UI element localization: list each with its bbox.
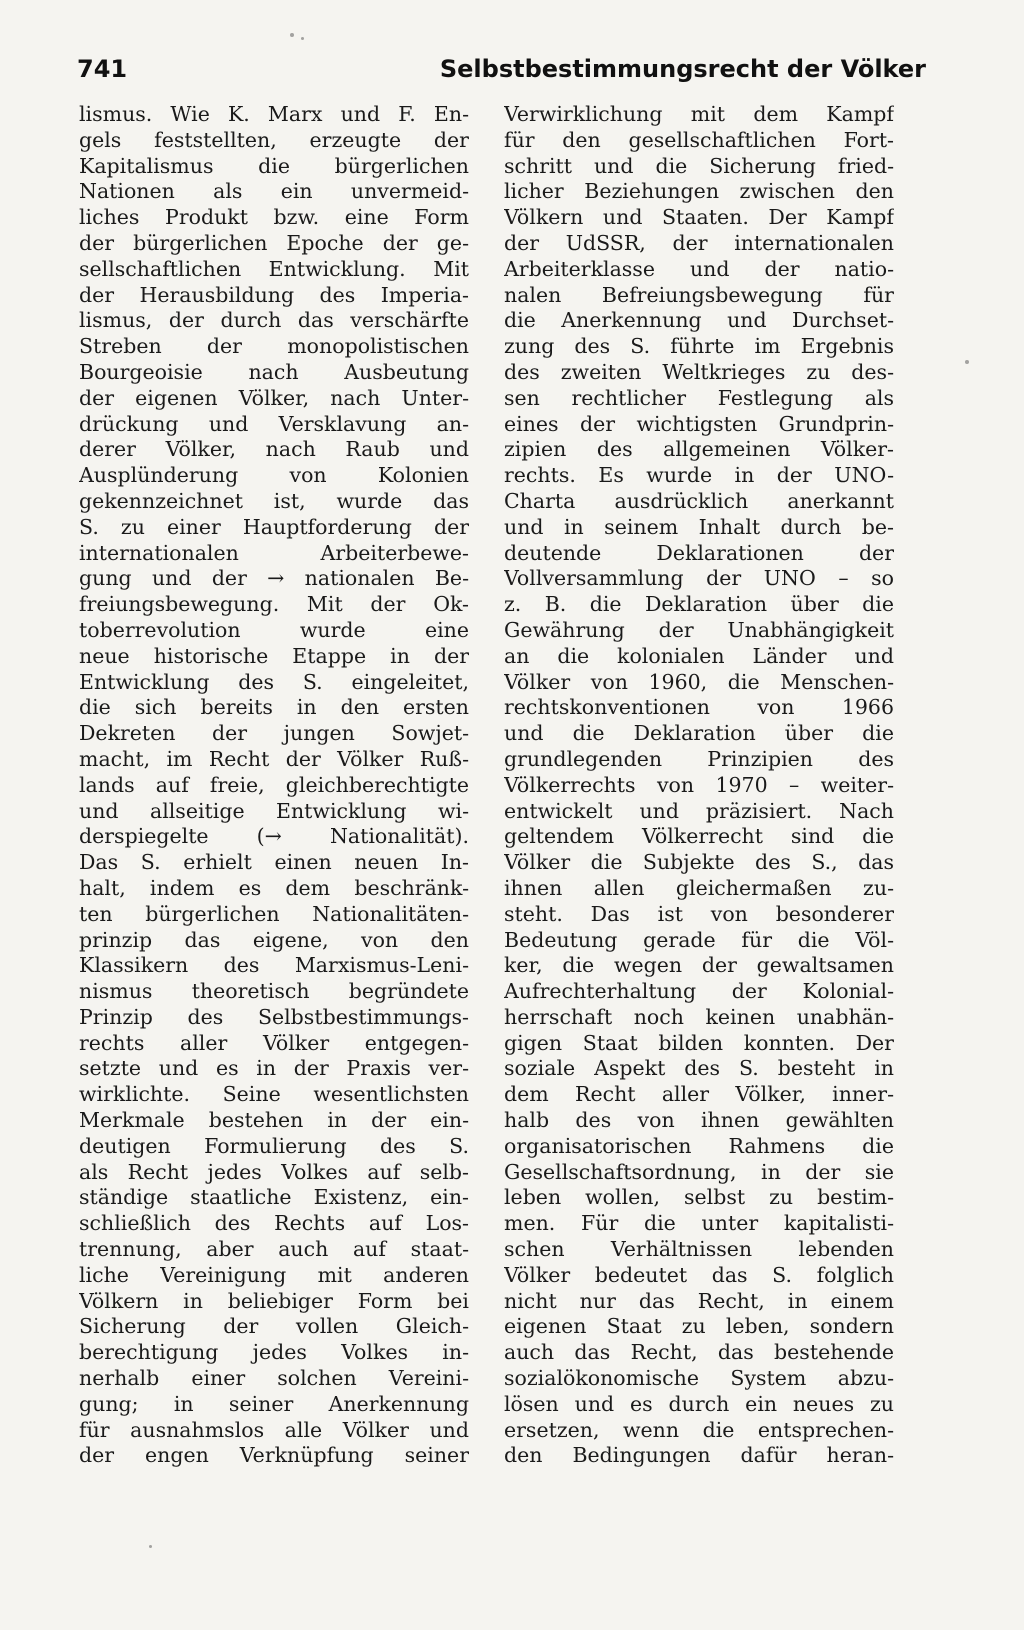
right-text-line: z. B. die Deklaration über die: [504, 592, 894, 617]
right-text-line: nicht nur das Recht, in einem: [504, 1288, 894, 1313]
left-text-line: neue historische Etappe in der: [79, 643, 469, 668]
right-text-line: den Bedingungen dafür heran-: [504, 1443, 894, 1468]
right-text-line: lösen und es durch ein neues zu: [504, 1391, 894, 1416]
right-text-line: leben wollen, selbst zu bestim-: [504, 1185, 894, 1210]
right-text-line: schritt und die Sicherung fried-: [504, 153, 894, 178]
right-text-line: deutende Deklarationen der: [504, 540, 894, 565]
running-head: Selbstbestimmungsrecht der Völker: [439, 55, 926, 83]
left-text-line: gels feststellten, erzeugte der: [79, 127, 469, 152]
right-text-line: die Anerkennung und Durchset-: [504, 308, 894, 333]
left-text-line: Nationen als ein unvermeid-: [79, 179, 469, 204]
left-text-line: ten bürgerlichen Nationalitäten-: [79, 901, 469, 926]
left-text-line: Prinzip des Selbstbestimmungs-: [79, 1004, 469, 1029]
left-text-line: rechts aller Völker entgegen-: [79, 1030, 469, 1055]
page-number: 741: [77, 55, 128, 83]
right-text-column: [504, 102, 894, 1469]
left-text-line: Entwicklung des S. eingeleitet,: [79, 669, 469, 694]
paper-speck: [290, 33, 294, 37]
left-text-line: setzte und es in der Praxis ver-: [79, 1056, 469, 1081]
left-text-line: Kapitalismus die bürgerlichen: [79, 153, 469, 178]
right-text-line: licher Beziehungen zwischen den: [504, 179, 894, 204]
left-text-line: gung; in seiner Anerkennung: [79, 1391, 469, 1416]
right-text-line: und in seinem Inhalt durch be-: [504, 514, 894, 539]
left-text-line: schließlich des Rechts auf Los-: [79, 1211, 469, 1236]
right-text-line: ker, die wegen der gewaltsamen: [504, 953, 894, 978]
right-text-line: nalen Befreiungsbewegung für: [504, 282, 894, 307]
right-text-line: Völker bedeutet das S. folglich: [504, 1262, 894, 1287]
left-text-line: für ausnahmslos alle Völker und: [79, 1417, 469, 1442]
left-text-line: lismus. Wie K. Marx und F. En-: [79, 102, 469, 126]
left-text-line: Merkmale bestehen in der ein-: [79, 1108, 469, 1133]
right-text-line: für den gesellschaftlichen Fort-: [504, 127, 894, 152]
left-text-line: Klassikern des Marxismus-Leni-: [79, 953, 469, 978]
left-text-line: Streben der monopolistischen: [79, 334, 469, 359]
left-text-line: die sich bereits in den ersten: [79, 695, 469, 720]
right-text-line: eines der wichtigsten Grundprin-: [504, 411, 894, 436]
paper-speck: [301, 37, 304, 40]
right-text-line: sozialökonomische System abzu-: [504, 1366, 894, 1391]
left-text-line: Dekreten der jungen Sowjet-: [79, 721, 469, 746]
left-text-line: drückung und Versklavung an-: [79, 411, 469, 436]
paper-speck: [965, 360, 969, 364]
right-text-line: eigenen Staat zu leben, sondern: [504, 1314, 894, 1339]
left-text-line: S. zu einer Hauptforderung der: [79, 514, 469, 539]
left-text-line: liches Produkt bzw. eine Form: [79, 205, 469, 230]
page-header: [77, 50, 926, 88]
left-text-line-cross-reference: freiungsbewegung. Mit der Ok-: [79, 592, 469, 617]
right-text-line: rechtskonventionen von 1966: [504, 695, 894, 720]
left-text-line: lismus, der durch das verschärfte: [79, 308, 469, 333]
left-text-line: Sicherung der vollen Gleich-: [79, 1314, 469, 1339]
left-text-line: prinzip das eigene, von den: [79, 927, 469, 952]
right-text-line: Völkerrechts von 1970 – weiter-: [504, 772, 894, 797]
left-text-line: trennung, aber auch auf staat-: [79, 1237, 469, 1262]
right-text-line: Vollversammlung der UNO – so: [504, 566, 894, 591]
left-text-line-cross-reference: gung und der → nationalen Be-: [79, 566, 469, 591]
left-text-line: berechtigung jedes Volkes in-: [79, 1340, 469, 1365]
left-text-line: macht, im Recht der Völker Ruß-: [79, 746, 469, 771]
right-text-line: geltendem Völkerrecht sind die: [504, 824, 894, 849]
left-text-line: gekennzeichnet ist, wurde das: [79, 488, 469, 513]
right-text-line: Völker die Subjekte des S., das: [504, 850, 894, 875]
left-text-line: deutigen Formulierung des S.: [79, 1133, 469, 1158]
paper-speck: [149, 1545, 152, 1548]
left-text-line: der eigenen Völker, nach Unter-: [79, 385, 469, 410]
left-text-line: lands auf freie, gleichberechtigte: [79, 772, 469, 797]
right-text-line: Gesellschaftsordnung, in der sie: [504, 1159, 894, 1184]
right-text-line: Arbeiterklasse und der natio-: [504, 256, 894, 281]
left-text-line: Das S. erhielt einen neuen In-: [79, 850, 469, 875]
left-text-line: halt, indem es dem beschränk-: [79, 875, 469, 900]
left-text-line: internationalen Arbeiterbewe-: [79, 540, 469, 565]
left-text-line: der Herausbildung des Imperia-: [79, 282, 469, 307]
right-text-line: entwickelt und präzisiert. Nach: [504, 798, 894, 823]
right-text-line: Völkern und Staaten. Der Kampf: [504, 205, 894, 230]
right-text-line: grundlegenden Prinzipien des: [504, 746, 894, 771]
left-text-line: und allseitige Entwicklung wi-: [79, 798, 469, 823]
right-text-line: halb des von ihnen gewählten: [504, 1108, 894, 1133]
right-text-line: des zweiten Weltkrieges zu des-: [504, 359, 894, 384]
left-text-line: der bürgerlichen Epoche der ge-: [79, 230, 469, 255]
right-text-line: steht. Das ist von besonderer: [504, 901, 894, 926]
right-text-line: ersetzen, wenn die entsprechen-: [504, 1417, 894, 1442]
left-text-line: Ausplünderung von Kolonien: [79, 463, 469, 488]
right-text-line: Verwirklichung mit dem Kampf: [504, 102, 894, 126]
left-text-line: ständige staatliche Existenz, ein-: [79, 1185, 469, 1210]
right-text-line: rechts. Es wurde in der UNO-: [504, 463, 894, 488]
right-text-line: organisatorischen Rahmens die: [504, 1133, 894, 1158]
right-text-line: an die kolonialen Länder und: [504, 643, 894, 668]
left-text-line: toberrevolution wurde eine: [79, 617, 469, 642]
left-text-line-cross-reference: derspiegelte (→ Nationalität).: [79, 824, 469, 849]
left-text-line: sellschaftlichen Entwicklung. Mit: [79, 256, 469, 281]
left-text-line: der engen Verknüpfung seiner: [79, 1443, 469, 1468]
right-text-line: schen Verhältnissen lebenden: [504, 1237, 894, 1262]
right-text-line: Gewährung der Unabhängigkeit: [504, 617, 894, 642]
right-text-line: Bedeutung gerade für die Völ-: [504, 927, 894, 952]
right-text-line: gigen Staat bilden konnten. Der: [504, 1030, 894, 1055]
left-text-line: nerhalb einer solchen Vereini-: [79, 1366, 469, 1391]
right-text-line: soziale Aspekt des S. besteht in: [504, 1056, 894, 1081]
right-text-line: und die Deklaration über die: [504, 721, 894, 746]
left-text-line: wirklichte. Seine wesentlichsten: [79, 1082, 469, 1107]
right-text-line: ihnen allen gleichermaßen zu-: [504, 875, 894, 900]
left-text-line: Völkern in beliebiger Form bei: [79, 1288, 469, 1313]
right-text-line: sen rechtlicher Festlegung als: [504, 385, 894, 410]
right-text-line: zung des S. führte im Ergebnis: [504, 334, 894, 359]
left-text-line: liche Vereinigung mit anderen: [79, 1262, 469, 1287]
right-text-line: zipien des allgemeinen Völker-: [504, 437, 894, 462]
right-text-line: Völker von 1960, die Menschen-: [504, 669, 894, 694]
right-text-line: Charta ausdrücklich anerkannt: [504, 488, 894, 513]
right-text-line: dem Recht aller Völker, inner-: [504, 1082, 894, 1107]
left-text-column: [79, 102, 469, 1469]
left-text-line: als Recht jedes Volkes auf selb-: [79, 1159, 469, 1184]
right-text-line: men. Für die unter kapitalisti-: [504, 1211, 894, 1236]
left-text-line: nismus theoretisch begründete: [79, 979, 469, 1004]
right-text-line: herrschaft noch keinen unabhän-: [504, 1004, 894, 1029]
left-text-line: Bourgeoisie nach Ausbeutung: [79, 359, 469, 384]
right-text-line: der UdSSR, der internationalen: [504, 230, 894, 255]
right-text-line: auch das Recht, das bestehende: [504, 1340, 894, 1365]
left-text-line: derer Völker, nach Raub und: [79, 437, 469, 462]
right-text-line: Aufrechterhaltung der Kolonial-: [504, 979, 894, 1004]
